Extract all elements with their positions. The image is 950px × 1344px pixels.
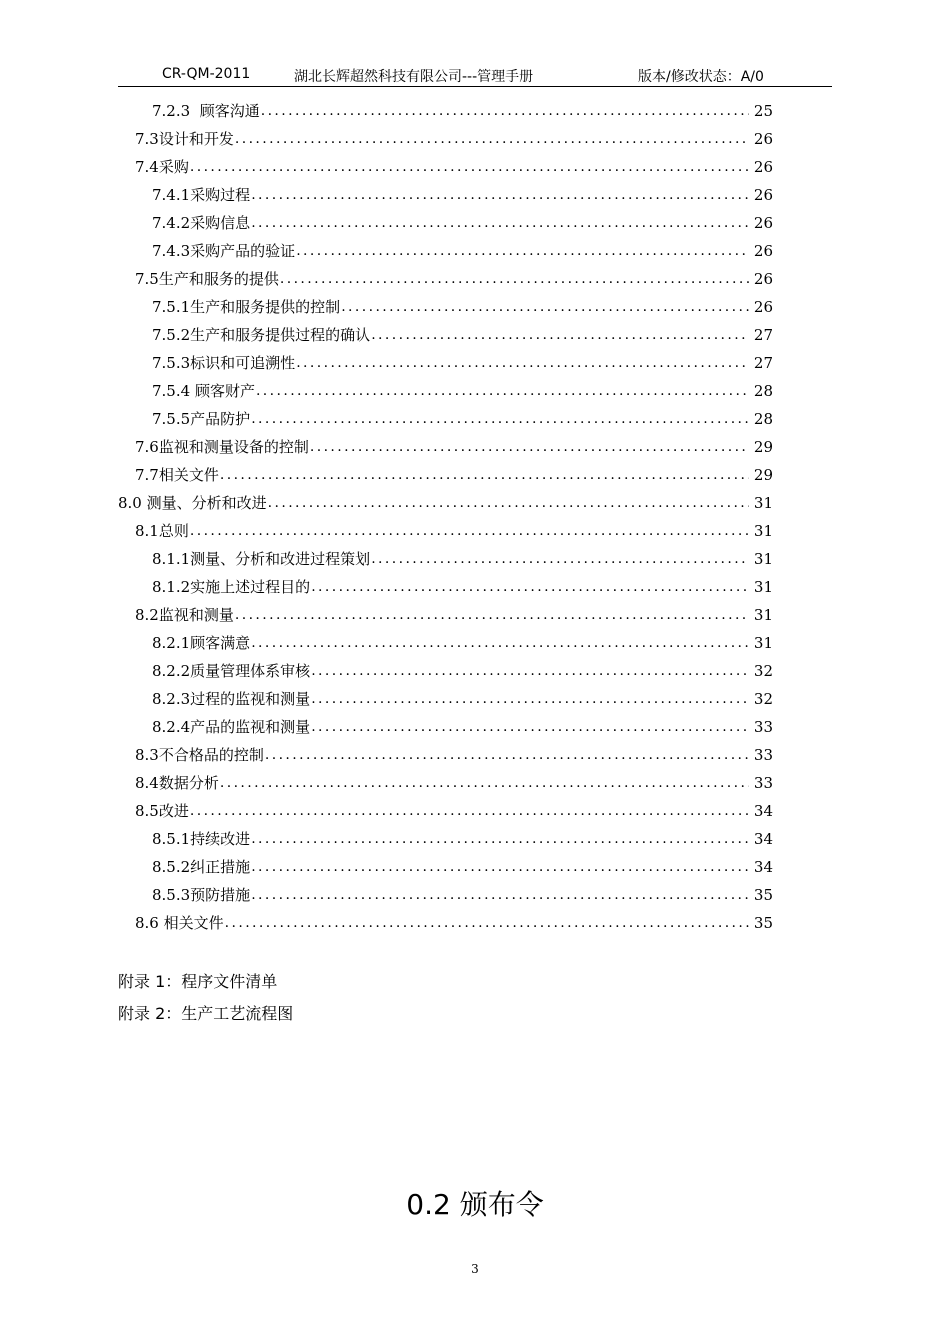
toc-entry-number: 8.5.1 xyxy=(152,830,191,848)
toc-entry-label xyxy=(135,125,234,153)
toc-entry-title: 产品防护 xyxy=(190,410,251,428)
toc-entry-number: 7.5 xyxy=(135,270,159,288)
toc-entry-page: 32 xyxy=(753,662,773,680)
toc-entry-number: 7.5.3 xyxy=(152,354,191,372)
toc-entry-number: 7.4.3 xyxy=(152,242,191,260)
toc-entry-number: 8.5.3 xyxy=(152,886,191,904)
toc-entry-title: 过程的监视和测量 xyxy=(190,690,311,708)
toc-entry-label xyxy=(152,237,295,265)
toc-entry-title: 测量、分析和改进 xyxy=(141,494,267,512)
toc-entry-number: 7.5.5 xyxy=(152,410,191,428)
page-number: 3 xyxy=(471,1262,479,1276)
toc-dot-leader xyxy=(371,321,749,349)
toc-entry-title: 采购信息 xyxy=(190,214,251,232)
toc-entry-page: 27 xyxy=(753,326,773,344)
toc-entry-page: 26 xyxy=(753,158,773,176)
toc-entry-label xyxy=(152,209,250,237)
toc-entry[interactable] xyxy=(118,237,773,265)
toc-entry-page: 32 xyxy=(753,690,773,708)
toc-entry[interactable] xyxy=(118,741,773,769)
toc-entry-page: 31 xyxy=(753,522,773,540)
version-status: 版本/修改状态：A/0 xyxy=(638,69,764,85)
toc-entry-title: 采购产品的验证 xyxy=(190,242,296,260)
toc-entry-title: 监视和测量设备的控制 xyxy=(158,438,309,456)
toc-entry[interactable] xyxy=(118,405,773,433)
toc-entry[interactable] xyxy=(118,881,773,909)
toc-entry-page: 26 xyxy=(753,270,773,288)
toc-entry-page: 33 xyxy=(753,746,773,764)
toc-entry[interactable] xyxy=(118,153,773,181)
toc-dot-leader xyxy=(251,629,749,657)
toc-entry-page: 35 xyxy=(753,914,773,932)
toc-entry-number: 8.2.3 xyxy=(152,690,191,708)
toc-dot-leader xyxy=(310,433,749,461)
toc-entry-label xyxy=(152,685,310,713)
toc-entry-title: 采购过程 xyxy=(190,186,251,204)
toc-entry-number: 8.2 xyxy=(135,606,159,624)
toc-entry[interactable] xyxy=(118,909,773,937)
toc-entry[interactable] xyxy=(118,377,773,405)
toc-entry-page: 26 xyxy=(753,242,773,260)
toc-dot-leader xyxy=(265,741,749,769)
toc-entry-label xyxy=(152,881,250,909)
toc-entry-label xyxy=(135,769,219,797)
toc-entry-page: 31 xyxy=(753,606,773,624)
toc-dot-leader xyxy=(190,153,749,181)
toc-dot-leader xyxy=(190,517,749,545)
toc-entry-label xyxy=(152,713,310,741)
toc-entry-label xyxy=(135,517,189,545)
toc-dot-leader xyxy=(220,461,749,489)
toc-entry-number: 7.7 xyxy=(135,466,159,484)
toc-entry-label xyxy=(152,405,250,433)
toc-entry-number: 8.6 xyxy=(135,914,159,932)
toc-entry-page: 33 xyxy=(753,774,773,792)
toc-dot-leader xyxy=(268,489,749,517)
appendix-1-link[interactable]: 附录 1：程序文件清单 xyxy=(118,972,278,991)
toc-entry-title: 相关文件 xyxy=(158,466,219,484)
toc-entry[interactable] xyxy=(118,349,773,377)
toc-entry-label xyxy=(152,657,310,685)
toc-entry-page: 26 xyxy=(753,186,773,204)
toc-entry[interactable] xyxy=(118,489,773,517)
toc-entry-label xyxy=(118,489,267,517)
toc-entry-label xyxy=(152,377,255,405)
toc-entry[interactable] xyxy=(118,797,773,825)
toc-dot-leader xyxy=(341,293,749,321)
toc-entry-title: 数据分析 xyxy=(158,774,219,792)
toc-entry-page: 29 xyxy=(753,438,773,456)
toc-dot-leader xyxy=(251,853,749,881)
toc-dot-leader xyxy=(280,265,749,293)
toc-entry-number: 8.3 xyxy=(135,746,159,764)
toc-dot-leader xyxy=(225,909,749,937)
toc-entry-title: 总则 xyxy=(158,522,189,540)
toc-entry-title: 预防措施 xyxy=(190,886,251,904)
toc-entry-title: 采购 xyxy=(158,158,189,176)
toc-dot-leader xyxy=(296,349,749,377)
toc-entry[interactable] xyxy=(118,125,773,153)
toc-entry-number: 8.4 xyxy=(135,774,159,792)
toc-entry[interactable] xyxy=(118,545,773,573)
toc-entry[interactable] xyxy=(118,601,773,629)
toc-dot-leader xyxy=(261,97,749,125)
toc-entry-page: 28 xyxy=(753,410,773,428)
toc-entry-label xyxy=(152,629,250,657)
toc-entry-number: 7.4.2 xyxy=(152,214,191,232)
toc-entry-page: 31 xyxy=(753,550,773,568)
toc-dot-leader xyxy=(311,713,749,741)
toc-entry-title: 实施上述过程目的 xyxy=(190,578,311,596)
toc-entry-label xyxy=(152,321,370,349)
toc-entry-title: 顾客财产 xyxy=(190,382,255,400)
toc-entry-title: 设计和开发 xyxy=(158,130,234,148)
document-code: CR-QM-2011 xyxy=(162,66,251,82)
toc-entry-number: 7.6 xyxy=(135,438,159,456)
appendix-2-link[interactable]: 附录 2：生产工艺流程图 xyxy=(118,1004,294,1023)
toc-dot-leader xyxy=(251,405,749,433)
toc-entry-title: 生产和服务的提供 xyxy=(158,270,279,288)
toc-entry-number: 8.2.2 xyxy=(152,662,191,680)
toc-dot-leader xyxy=(296,237,749,265)
toc-entry-page: 31 xyxy=(753,494,773,512)
toc-entry-label xyxy=(152,545,370,573)
toc-entry-page: 33 xyxy=(753,718,773,736)
toc-entry-number: 8.0 xyxy=(118,494,142,512)
section-heading: 0.2 颁布令 xyxy=(406,1188,544,1221)
toc-dot-leader xyxy=(235,125,749,153)
toc-entry-number: 7.5.2 xyxy=(152,326,191,344)
toc-dot-leader xyxy=(256,377,749,405)
toc-dot-leader xyxy=(220,769,749,797)
toc-entry[interactable] xyxy=(118,629,773,657)
toc-entry-page: 26 xyxy=(753,130,773,148)
toc-entry-label xyxy=(135,741,264,769)
toc-entry-label xyxy=(135,265,279,293)
toc-entry-label xyxy=(152,293,340,321)
toc-entry-label xyxy=(135,797,189,825)
toc-dot-leader xyxy=(311,685,749,713)
toc-dot-leader xyxy=(251,181,749,209)
toc-entry-label xyxy=(152,349,295,377)
toc-entry-page: 31 xyxy=(753,578,773,596)
toc-entry-label xyxy=(152,825,250,853)
toc-entry-number: 8.5.2 xyxy=(152,858,191,876)
toc-entry-title: 纠正措施 xyxy=(190,858,251,876)
toc-entry[interactable] xyxy=(118,713,773,741)
toc-entry-label xyxy=(135,601,234,629)
toc-entry-number: 7.2.3 xyxy=(152,102,191,120)
toc-entry-number: 7.4 xyxy=(135,158,159,176)
toc-entry[interactable] xyxy=(118,209,773,237)
toc-entry-label xyxy=(135,909,224,937)
toc-entry-number: 7.4.1 xyxy=(152,186,191,204)
toc-entry-label xyxy=(152,97,260,125)
toc-entry-label xyxy=(152,181,250,209)
toc-entry[interactable] xyxy=(118,573,773,601)
toc-entry-title: 改进 xyxy=(158,802,189,820)
toc-entry[interactable] xyxy=(118,853,773,881)
toc-entry[interactable] xyxy=(118,321,773,349)
page-header xyxy=(118,64,832,87)
toc-dot-leader xyxy=(235,601,749,629)
toc-entry-title: 相关文件 xyxy=(158,914,224,932)
toc-entry-number: 7.3 xyxy=(135,130,159,148)
toc-entry-title: 生产和服务提供过程的确认 xyxy=(190,326,371,344)
toc-entry-page: 34 xyxy=(753,830,773,848)
toc-entry-page: 26 xyxy=(753,214,773,232)
toc-entry-title: 持续改进 xyxy=(190,830,251,848)
toc-entry-title: 顾客沟通 xyxy=(190,102,260,120)
toc-entry-label xyxy=(135,461,219,489)
toc-entry-page: 28 xyxy=(753,382,773,400)
toc-entry-number: 8.2.4 xyxy=(152,718,191,736)
toc-entry-label xyxy=(135,153,189,181)
toc-entry-page: 31 xyxy=(753,634,773,652)
toc-entry[interactable] xyxy=(118,293,773,321)
toc-dot-leader xyxy=(251,881,749,909)
toc-entry-number: 7.5.4 xyxy=(152,382,191,400)
toc-entry-title: 不合格品的控制 xyxy=(158,746,264,764)
toc-entry-page: 34 xyxy=(753,802,773,820)
toc-entry-title: 测量、分析和改进过程策划 xyxy=(190,550,371,568)
toc-entry-number: 8.1.1 xyxy=(152,550,191,568)
toc-entry-page: 27 xyxy=(753,354,773,372)
toc-entry[interactable] xyxy=(118,97,773,125)
toc-entry-title: 监视和测量 xyxy=(158,606,234,624)
toc-entry-title: 生产和服务提供的控制 xyxy=(190,298,341,316)
toc-dot-leader xyxy=(190,797,749,825)
toc-entry[interactable] xyxy=(118,769,773,797)
toc-entry-title: 产品的监视和测量 xyxy=(190,718,311,736)
toc-entry[interactable] xyxy=(118,461,773,489)
toc-entry-title: 标识和可追溯性 xyxy=(190,354,296,372)
toc-entry[interactable] xyxy=(118,825,773,853)
table-of-contents xyxy=(118,97,773,937)
toc-entry[interactable] xyxy=(118,181,773,209)
toc-entry-label xyxy=(152,573,310,601)
toc-entry[interactable] xyxy=(118,265,773,293)
toc-entry-page: 26 xyxy=(753,298,773,316)
toc-entry-number: 7.5.1 xyxy=(152,298,191,316)
toc-dot-leader xyxy=(371,545,749,573)
toc-dot-leader xyxy=(311,573,749,601)
toc-entry-number: 8.2.1 xyxy=(152,634,191,652)
toc-entry-title: 质量管理体系审核 xyxy=(190,662,311,680)
toc-entry[interactable] xyxy=(118,657,773,685)
toc-entry[interactable] xyxy=(118,433,773,461)
toc-entry-page: 29 xyxy=(753,466,773,484)
toc-entry-number: 8.1 xyxy=(135,522,159,540)
toc-entry-page: 25 xyxy=(753,102,773,120)
toc-entry-page: 35 xyxy=(753,886,773,904)
toc-dot-leader xyxy=(251,825,749,853)
toc-dot-leader xyxy=(251,209,749,237)
toc-entry-label xyxy=(152,853,250,881)
toc-entry[interactable] xyxy=(118,517,773,545)
toc-entry[interactable] xyxy=(118,685,773,713)
toc-entry-title: 顾客满意 xyxy=(190,634,251,652)
toc-entry-number: 8.1.2 xyxy=(152,578,191,596)
company-manual-title: 湖北长辉超然科技有限公司---管理手册 xyxy=(294,69,534,85)
toc-entry-number: 8.5 xyxy=(135,802,159,820)
toc-dot-leader xyxy=(311,657,749,685)
toc-entry-label xyxy=(135,433,309,461)
toc-entry-page: 34 xyxy=(753,858,773,876)
